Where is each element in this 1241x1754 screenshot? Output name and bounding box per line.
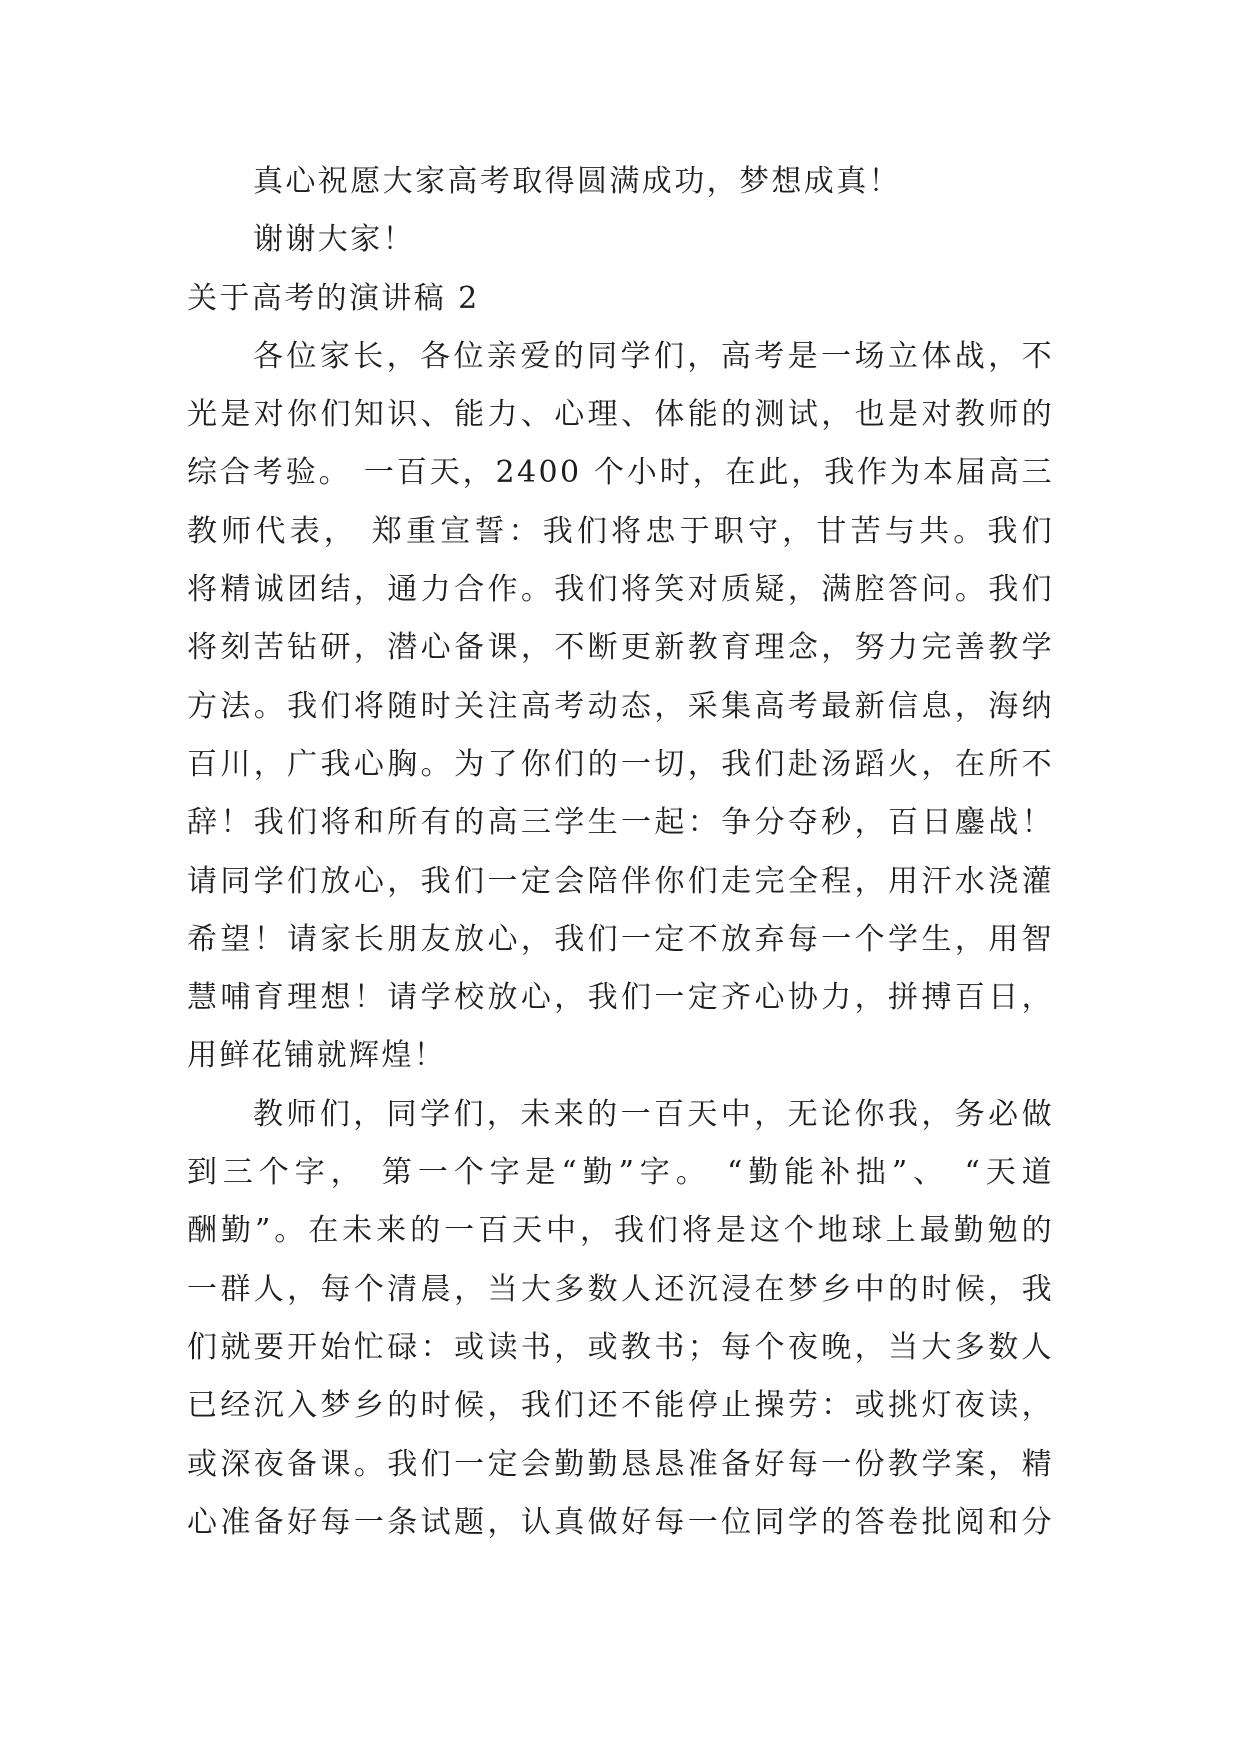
paragraph-line: 教师们，同学们，未来的一百天中，无论你我，务必做 — [253, 1096, 1054, 1132]
paragraph-line: 辞！我们将和所有的高三学生一起：争分夺秒，百日鏖战！ — [187, 805, 1054, 841]
closing-thanks-line: 谢谢大家！ — [253, 222, 415, 258]
closing-paragraph — [187, 153, 1054, 211]
paragraph-line: 将精诚团结，通力合作。我们将笑对质疑，满腔答问。我们 — [187, 572, 1054, 608]
paragraph-line: 将刻苦钻研，潜心备课，不断更新教育理念，努力完善教学 — [187, 630, 1054, 666]
paragraph-line: 希望！请家长朋友放心，我们一定不放弃每一个学生，用智 — [187, 921, 1054, 957]
paragraph-2 — [187, 1086, 1054, 1552]
paragraph-line: 已经沉入梦乡的时候，我们还不能停止操劳：或挑灯夜读， — [187, 1388, 1054, 1424]
document-body — [187, 153, 1054, 1552]
closing-wish-line: 真心祝愿大家高考取得圆满成功，梦想成真！ — [253, 164, 901, 199]
closing-thanks-paragraph — [187, 211, 1054, 269]
paragraph-line: 酬勤”。在未来的一百天中，我们将是这个地球上最勤勉的 — [187, 1213, 1054, 1249]
paragraph-line: 综合考验。 一百天，2400 个小时，在此，我作为本届高三 — [187, 455, 1054, 491]
paragraph-line: 各位家长，各位亲爱的同学们，高考是一场立体战，不 — [253, 338, 1054, 374]
paragraph-line: 到三个字， 第一个字是“勤”字。 “勤能补拙”、 “天道 — [187, 1155, 1054, 1191]
paragraph-last-line: 用鲜花铺就辉煌！ — [187, 1038, 447, 1074]
paragraph-line: 们就要开始忙碌：或读书，或教书；每个夜晚，当大多数人 — [187, 1329, 1054, 1365]
paragraph-1 — [187, 328, 1054, 1086]
paragraph-line: 慧哺育理想！请学校放心，我们一定齐心协力，拼搏百日， — [187, 980, 1054, 1016]
paragraph-line: 百川，广我心胸。为了你们的一切，我们赴汤蹈火，在所不 — [187, 746, 1054, 782]
paragraph-line: 教师代表， 郑重宣誓：我们将忠于职守，甘苦与共。我们 — [187, 513, 1054, 549]
paragraph-line: 方法。我们将随时关注高考动态，采集高考最新信息，海纳 — [187, 688, 1054, 724]
paragraph-line: 或深夜备课。我们一定会勤勤恳恳准备好每一份教学案，精 — [187, 1446, 1054, 1482]
paragraph-line: 一群人，每个清晨，当大多数人还沉浸在梦乡中的时候，我 — [187, 1271, 1054, 1307]
paragraph-line: 心准备好每一条试题，认真做好每一位同学的答卷批阅和分 — [187, 1504, 1054, 1540]
speech-title: 关于高考的演讲稿 2 — [187, 280, 480, 316]
paragraph-line: 请同学们放心，我们一定会陪伴你们走完全程，用汗水浇灌 — [187, 863, 1054, 899]
paragraph-line: 光是对你们知识、能力、心理、体能的测试，也是对教师的 — [187, 397, 1054, 433]
